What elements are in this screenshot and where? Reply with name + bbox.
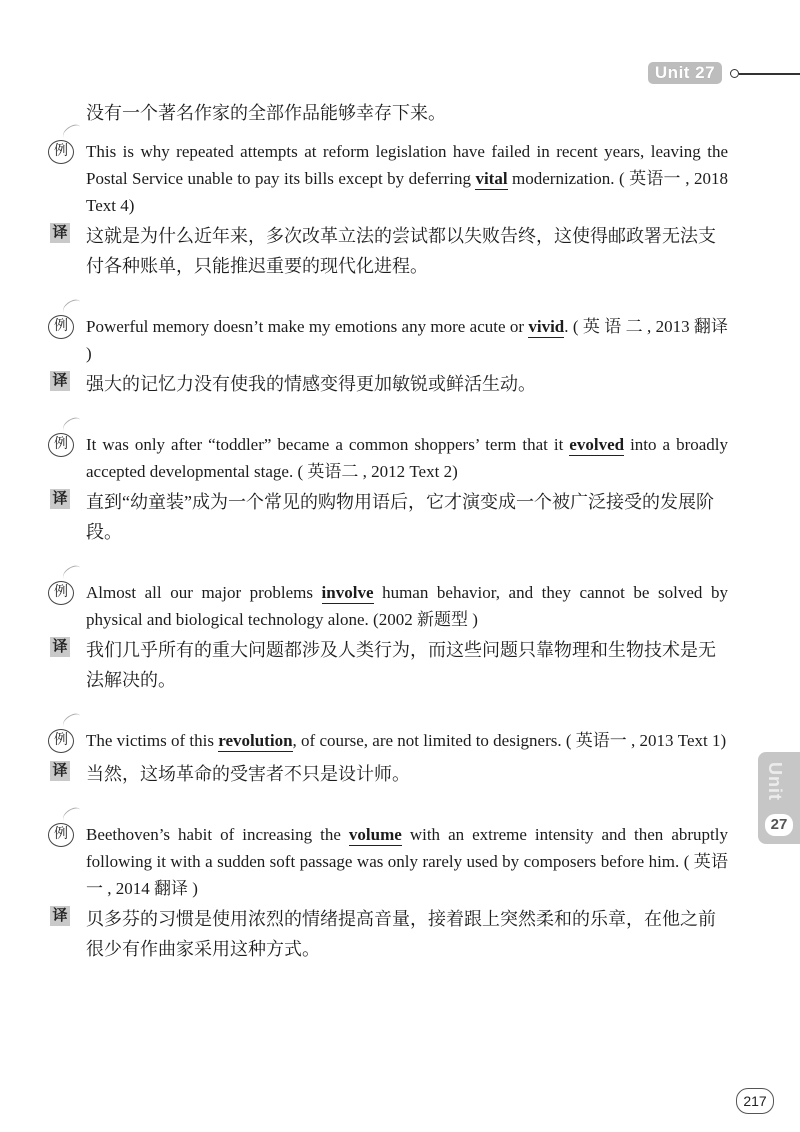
example-entry — [48, 821, 728, 964]
side-unit-tab — [758, 752, 800, 844]
unit-header — [648, 62, 800, 88]
keyword: vital — [475, 169, 508, 188]
translation-badge-icon: 译 — [50, 906, 70, 926]
example-sentence: The victims of this revolution, of course, are not limited to designers. ( 英语一 , 2013 Text 1) — [86, 731, 727, 750]
header-line — [739, 73, 800, 75]
side-tab-number: 27 — [765, 814, 793, 836]
example-entry — [48, 727, 728, 789]
translation-badge-icon: 译 — [50, 223, 70, 243]
example-badge-icon: 例 — [48, 823, 74, 847]
translation-text: 贝多芬的习惯是使用浓烈的情绪提高音量，接着跟上突然柔和的乐章，在他之前很少有作曲家采用这种方式。 — [86, 909, 716, 959]
keyword: revolution — [218, 731, 293, 750]
translation-badge-icon: 译 — [50, 761, 70, 781]
example-badge-icon: 例 — [48, 140, 74, 164]
example-sentence: Powerful memory doesn’t make my emotions any more acute or vivid. ( 英 语 二 , 2013 翻译 ) — [86, 317, 728, 363]
continuation-text: 没有一个著名作家的全部作品能够幸存下来。 — [86, 103, 446, 123]
example-sentence: It was only after “toddler” became a common shoppers’ term that it evolved into a broadly accepted developmental stage. ( 英语二 , 2012 Text 2) — [86, 435, 728, 481]
translation-badge-icon: 译 — [50, 371, 70, 391]
unit-label: Unit 27 — [648, 62, 722, 84]
example-badge-icon: 例 — [48, 433, 74, 457]
keyword: evolved — [569, 435, 625, 454]
side-tab-word: Unit — [765, 762, 785, 801]
translation-text: 直到“幼童装”成为一个常见的购物用语后，它才演变成一个被广泛接受的发展阶段。 — [86, 492, 714, 542]
example-sentence: Almost all our major problems involve human behavior, and they cannot be solved by physical and biological technology alone. (2002 新题型 ) — [86, 583, 729, 629]
translation-text: 强大的记忆力没有使我的情感变得更加敏锐或鲜活生动。 — [86, 374, 536, 394]
example-entry — [48, 138, 728, 281]
header-line-dot — [730, 69, 739, 78]
example-entry — [48, 579, 728, 695]
translation-text: 当然，这场革命的受害者不只是设计师。 — [86, 764, 410, 784]
keyword: vivid — [528, 317, 565, 336]
example-entry — [48, 313, 728, 399]
example-badge-icon: 例 — [48, 729, 74, 753]
page-number: 217 — [736, 1088, 774, 1114]
example-sentence: This is why repeated attempts at reform legislation have failed in recent years, leaving the Postal Service unable to pay its bills except by deferring vital modernization. ( 英语一 , 2018 Text 4) — [86, 142, 728, 215]
translation-text: 我们几乎所有的重大问题都涉及人类行为，而这些问题只靠物理和生物技术是无法解决的。 — [86, 640, 716, 690]
example-badge-icon: 例 — [48, 315, 74, 339]
page-content — [48, 98, 728, 996]
example-entry — [48, 431, 728, 547]
keyword: volume — [348, 825, 402, 844]
keyword: involve — [321, 583, 374, 602]
translation-text: 这就是为什么近年来，多次改革立法的尝试都以失败告终，这使得邮政署无法支付各种账单，只能推迟重要的现代化进程。 — [86, 226, 716, 276]
example-sentence: Beethoven’s habit of increasing the volume with an extreme intensity and then abruptly following it with a sudden soft passage was only rarely used by composers before him. ( 英语一 , 2014 翻译 ) — [86, 825, 728, 898]
example-badge-icon: 例 — [48, 581, 74, 605]
translation-badge-icon: 译 — [50, 489, 70, 509]
translation-badge-icon: 译 — [50, 637, 70, 657]
